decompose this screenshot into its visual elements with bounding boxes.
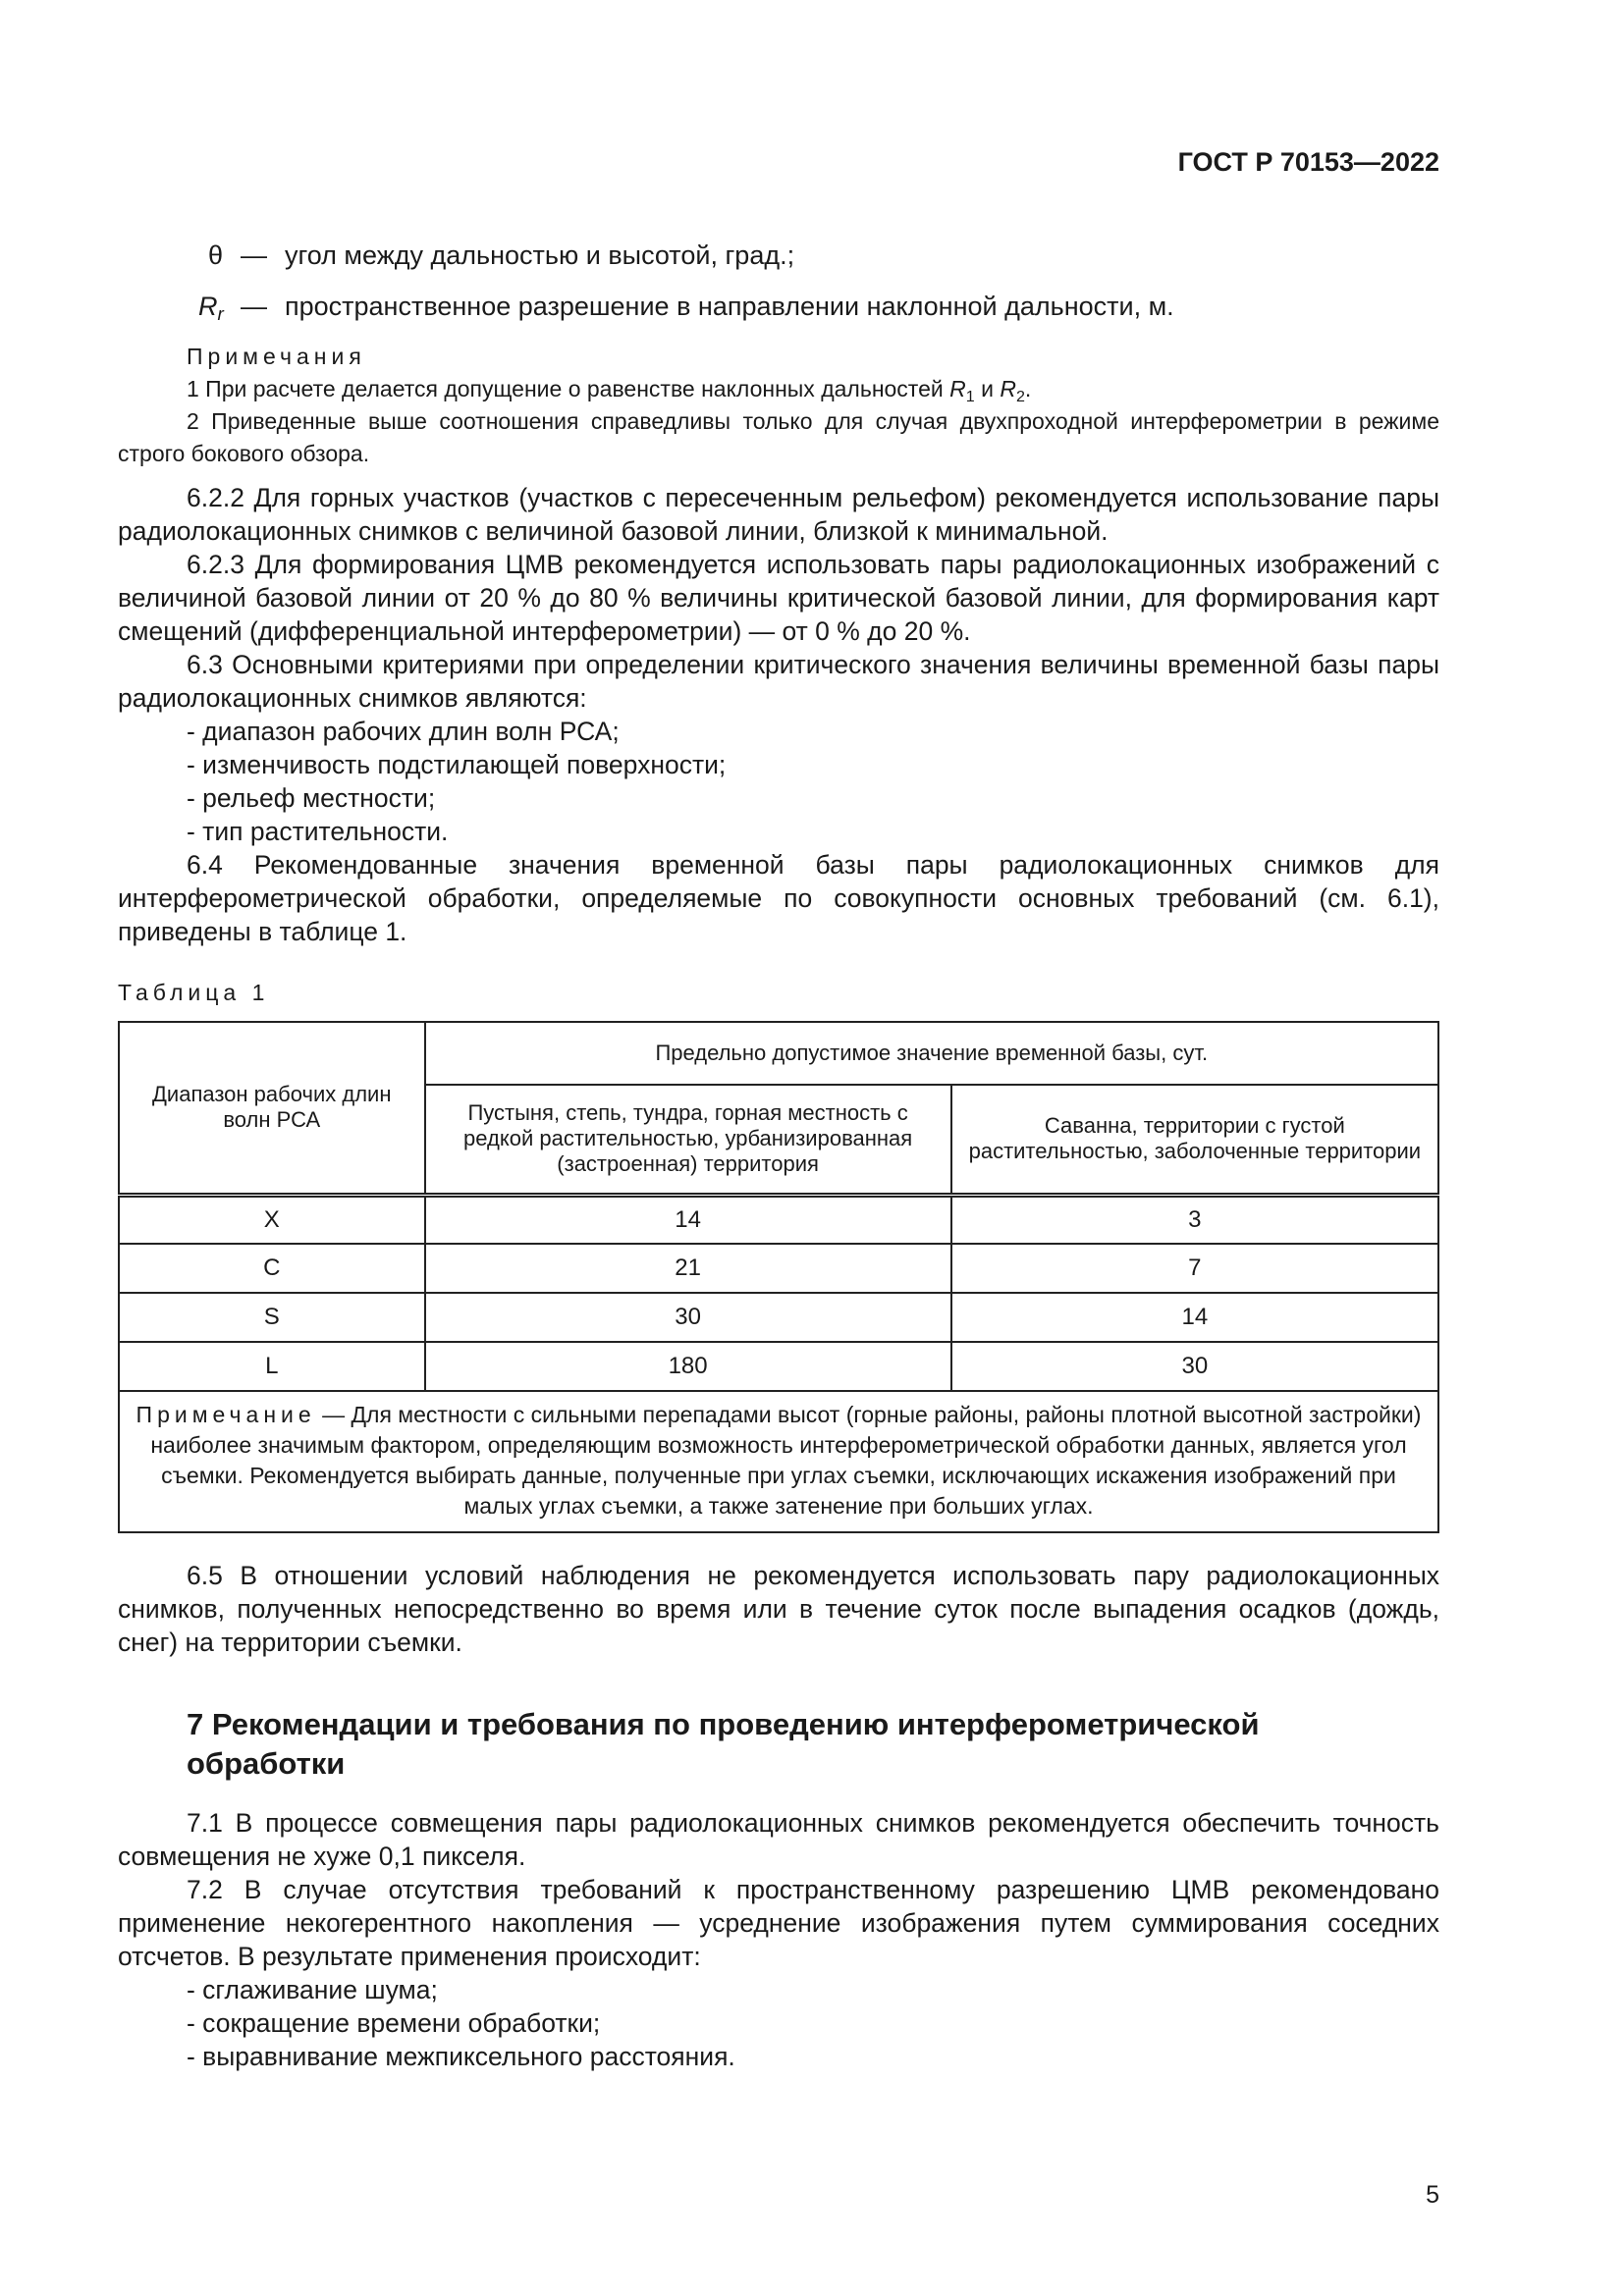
table-row — [119, 1293, 1438, 1342]
table-note-text: — Для местности с сильными перепадами высот (горные районы, районы плотной высотной застройки) наиболее значимым фактором, определяющим возможность интерферометрической обработки данных, является угол съемки. Рекомендуется выбирать данные, полученные при углах съемки, исключающих искажения изображений при малых углах съемки, а также затенение при больших углах. — [150, 1402, 1422, 1519]
list-item: - сглаживание шума; — [187, 1975, 438, 2004]
table-cell: 21 — [425, 1244, 951, 1293]
paragraph-6-2-3: 6.2.3 Для формирования ЦМВ рекомендуется использовать пары радиолокационных изображений с величиной базовой линии от 20 % до 80 % величины критической базовой линии, для формирования карт смещений (дифференциальной интерферометрии) — от 0 % до 20 %. — [118, 550, 1439, 646]
table-note-label: Примечание — [135, 1402, 316, 1427]
paragraph-6-4: 6.4 Рекомендованные значения временной базы пары радиолокационных снимков для интерферометрической обработки, определяемые по совокупности основных требований (см. 6.1), приведены в таблице 1. — [118, 850, 1439, 946]
table-header-band: Диапазон рабочих длин волн РСА — [119, 1022, 425, 1195]
variable-description: угол между дальностью и высотой, град.; — [285, 240, 795, 270]
list-item: - сокращение времени обработки; — [187, 2008, 601, 2038]
table-caption: Таблица 1 — [118, 980, 270, 1005]
paragraph-6-5-block — [118, 1559, 1439, 1659]
table-row — [119, 1244, 1438, 1293]
variable-description: пространственное разрешение в направлении наклонной дальности, м. — [285, 292, 1174, 321]
paragraph-6-3: 6.3 Основными критериями при определении критического значения величины временной базы пары радиолокационных снимков являются: — [118, 650, 1439, 713]
table-cell: X — [119, 1195, 425, 1244]
paragraph-6-5: 6.5 В отношении условий наблюдения не рекомендуется использовать пару радиолокационных снимков, полученных непосредственно во время или в течение суток после выпадения осадков (дождь, снег) на территории съемки. — [118, 1561, 1439, 1657]
table-header-col2: Пустыня, степь, тундра, горная местность с редкой растительностью, урбанизированная (застроенная) территория — [425, 1085, 951, 1195]
table-cell: L — [119, 1342, 425, 1391]
section-7-body — [118, 1806, 1439, 2073]
note-2: 2 Приведенные выше соотношения справедливы только для случая двухпроходной интерферометрии в режиме строго бокового обзора. — [118, 408, 1439, 466]
table-cell: 180 — [425, 1342, 951, 1391]
table-cell: 14 — [951, 1293, 1438, 1342]
list-item: - изменчивость подстилающей поверхности; — [187, 750, 727, 779]
data-table — [118, 1021, 1439, 1533]
table-cell: C — [119, 1244, 425, 1293]
variable-symbol: $R_r$ — [198, 292, 224, 325]
table-header-group: Предельно допустимое значение временной базы, сут. — [425, 1022, 1438, 1085]
table-cell: 30 — [425, 1293, 951, 1342]
variable-symbol: θ — [208, 240, 224, 270]
list-item: - диапазон рабочих длин волн РСА; — [187, 717, 620, 746]
table-cell: 7 — [951, 1244, 1438, 1293]
table-cell: 3 — [951, 1195, 1438, 1244]
note-1: 1 При расчете делается допущение о равенстве наклонных дальностей $R_1$ и $R_2$. — [187, 376, 1032, 405]
standard-header: ГОСТ Р 70153—2022 — [1177, 147, 1439, 177]
variable-dash: — — [241, 292, 267, 321]
table-cell: S — [119, 1293, 425, 1342]
paragraph-6-2-2: 6.2.2 Для горных участков (участков с пересеченным рельефом) рекомендуется использование пары радиолокационных снимков с величиной базовой линии, близкой к минимальной. — [118, 483, 1439, 546]
paragraph-7-1: 7.1 В процессе совмещения пары радиолокационных снимков рекомендуется обеспечить точность совмещения не хуже 0,1 пикселя. — [118, 1808, 1439, 1871]
variable-dash: — — [241, 240, 267, 270]
notes-title: Примечания — [187, 344, 366, 369]
list-item: - выравнивание межпиксельного расстояния. — [187, 2042, 735, 2071]
table-row — [119, 1342, 1438, 1391]
section-7-heading: 7 Рекомендации и требования по проведению интерферометрической обработки — [187, 1707, 1260, 1781]
table-note — [119, 1391, 1438, 1532]
page-number: 5 — [1426, 2181, 1439, 2209]
section-6-body — [118, 481, 1439, 948]
list-item: - тип растительности. — [187, 817, 449, 846]
paragraph-7-2: 7.2 В случае отсутствия требований к пространственному разрешению ЦМВ рекомендовано применение некогерентного накопления — усреднение изображения путем суммирования соседних отсчетов. В результате применения происходит: — [118, 1875, 1439, 1971]
table-cell: 30 — [951, 1342, 1438, 1391]
list-item: - рельеф местности; — [187, 783, 436, 813]
table-row — [119, 1195, 1438, 1244]
table-header-col3: Саванна, территории с густой растительностью, заболоченные территории — [951, 1085, 1438, 1195]
table-cell: 14 — [425, 1195, 951, 1244]
